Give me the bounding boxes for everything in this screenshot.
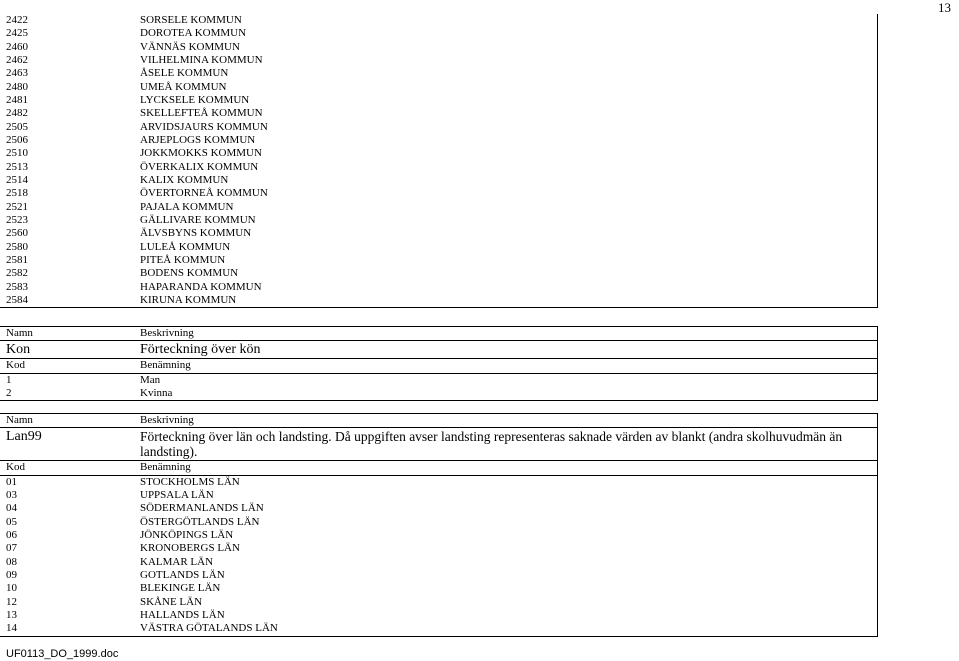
page-number: 13 [938,0,951,15]
table-row [0,14,877,27]
row-code: 2521 [6,200,28,213]
row-name: VÄSTRA GÖTALANDS LÄN [140,622,278,635]
row-name: ÖSTERGÖTLANDS LÄN [140,515,260,528]
row-name: KIRUNA KOMMUN [140,293,237,306]
row-code: 2583 [6,280,28,293]
row-code: 2425 [6,27,28,40]
row-name: PITEÅ KOMMUN [140,253,226,266]
row-code: 2481 [6,93,28,106]
kod-label: Kod [6,359,25,372]
table-row [0,201,877,214]
row-code: 2523 [6,213,28,226]
table-row [0,489,877,502]
table-row [0,281,877,294]
kommun-table [0,14,878,308]
row-code: 04 [6,502,17,515]
beskrivning-label: Beskrivning [140,414,194,426]
beskrivning-label: Beskrivning [140,327,194,339]
row-code: 2513 [6,160,28,173]
row-name: VILHELMINA KOMMUN [140,53,263,66]
namn-label: Namn [6,327,33,339]
table-row [0,569,877,582]
row-name: KALMAR LÄN [140,555,214,568]
row-code: 1 [6,373,12,386]
row-name: GÄLLIVARE KOMMUN [140,213,256,226]
row-code: 2560 [6,227,28,240]
row-name: KALIX KOMMUN [140,173,229,186]
table-row [0,121,877,134]
row-name: SKÅNE LÄN [140,595,203,608]
namn-label: Namn [6,414,33,426]
table-row [0,67,877,80]
row-name: JÖNKÖPINGS LÄN [140,528,234,541]
row-code: 2463 [6,67,28,80]
row-code: 2 [6,386,12,399]
row-code: 2518 [6,187,28,200]
row-code: 2422 [6,14,28,26]
document-filename: UF0113_DO_1999.doc [6,648,119,660]
row-name: SKELLEFTEÅ KOMMUN [140,107,263,120]
table-row [0,94,877,107]
table-row [0,174,877,187]
row-code: 08 [6,555,17,568]
row-code: 2462 [6,53,28,66]
table-row [0,476,877,489]
row-name: JOKKMOKKS KOMMUN [140,147,262,160]
row-code: 2510 [6,147,28,160]
row-code: 2580 [6,240,28,253]
table-row [0,214,877,227]
table-row [0,582,877,595]
row-code: 12 [6,595,17,608]
row-code: 09 [6,568,17,581]
table-row [0,161,877,174]
row-code: 05 [6,515,17,528]
row-code: 2582 [6,267,28,280]
lan-table [0,413,878,637]
table-row [0,41,877,54]
lan-name-row [0,428,877,460]
table-row [0,187,877,200]
row-name: Kvinna [140,386,173,399]
row-code: 2480 [6,80,28,93]
row-name: STOCKHOLMS LÄN [140,475,240,488]
row-code: 07 [6,542,17,555]
row-name: ÄLVSBYNS KOMMUN [140,227,252,240]
row-name: ÖVERTORNEÅ KOMMUN [140,187,268,200]
row-code: 13 [6,608,17,621]
row-name: HAPARANDA KOMMUN [140,280,262,293]
row-name: UMEÅ KOMMUN [140,80,227,93]
table-row [0,542,877,555]
row-code: 2482 [6,107,28,120]
row-code: 03 [6,488,17,501]
table-row [0,147,877,160]
row-code: 2584 [6,293,28,306]
lan-header-row [0,414,877,428]
table-row [0,516,877,529]
row-name: PAJALA KOMMUN [140,200,234,213]
table-row [0,374,877,387]
row-name: LYCKSELE KOMMUN [140,93,250,106]
table-row [0,107,877,120]
row-name: LULEÅ KOMMUN [140,240,231,253]
variable-description: Förteckning över kön [140,342,261,358]
kon-header-row [0,327,877,341]
table-row [0,387,877,400]
table-row [0,294,877,307]
kod-label: Kod [6,461,25,474]
row-name: GOTLANDS LÄN [140,568,225,581]
kon-code-header-row [0,358,877,373]
table-row [0,267,877,280]
row-code: 2460 [6,40,28,53]
row-code: 2506 [6,133,28,146]
benamning-label: Benämning [140,359,191,372]
table-row [0,529,877,542]
table-row [0,227,877,240]
table-row [0,502,877,515]
kon-name-row [0,341,877,358]
row-name: SORSELE KOMMUN [140,14,242,26]
table-row [0,241,877,254]
kon-table [0,326,878,401]
table-row [0,596,877,609]
lan-code-header-row [0,460,877,475]
table-row [0,556,877,569]
variable-name: Lan99 [6,429,42,445]
row-code: 01 [6,475,17,488]
row-name: ÖVERKALIX KOMMUN [140,160,259,173]
table-row [0,81,877,94]
row-name: VÄNNÄS KOMMUN [140,40,240,53]
table-row [0,609,877,622]
table-row [0,54,877,67]
variable-name: Kon [6,342,31,358]
row-name: KRONOBERGS LÄN [140,542,240,555]
table-row [0,254,877,267]
row-name: ARJEPLOGS KOMMUN [140,133,256,146]
row-code: 2581 [6,253,28,266]
row-name: Man [140,373,161,386]
table-row [0,622,877,635]
row-name: HALLANDS LÄN [140,608,225,621]
table-row [0,27,877,40]
row-name: SÖDERMANLANDS LÄN [140,502,264,515]
row-name: BLEKINGE LÄN [140,582,221,595]
row-code: 2505 [6,120,28,133]
row-code: 2514 [6,173,28,186]
table-row [0,134,877,147]
benamning-label: Benämning [140,461,191,474]
row-code: 14 [6,622,17,635]
row-name: UPPSALA LÄN [140,488,214,501]
row-code: 06 [6,528,17,541]
row-name: DOROTEA KOMMUN [140,27,247,40]
row-name: BODENS KOMMUN [140,267,239,280]
row-name: ÅSELE KOMMUN [140,67,229,80]
row-name: ARVIDSJAURS KOMMUN [140,120,268,133]
row-code: 10 [6,582,17,595]
variable-description: Förteckning över län och landsting. Då uppgiften avser landsting representeras saknade värden av blankt (andra skolhuvudmän än landsting). [140,429,843,460]
